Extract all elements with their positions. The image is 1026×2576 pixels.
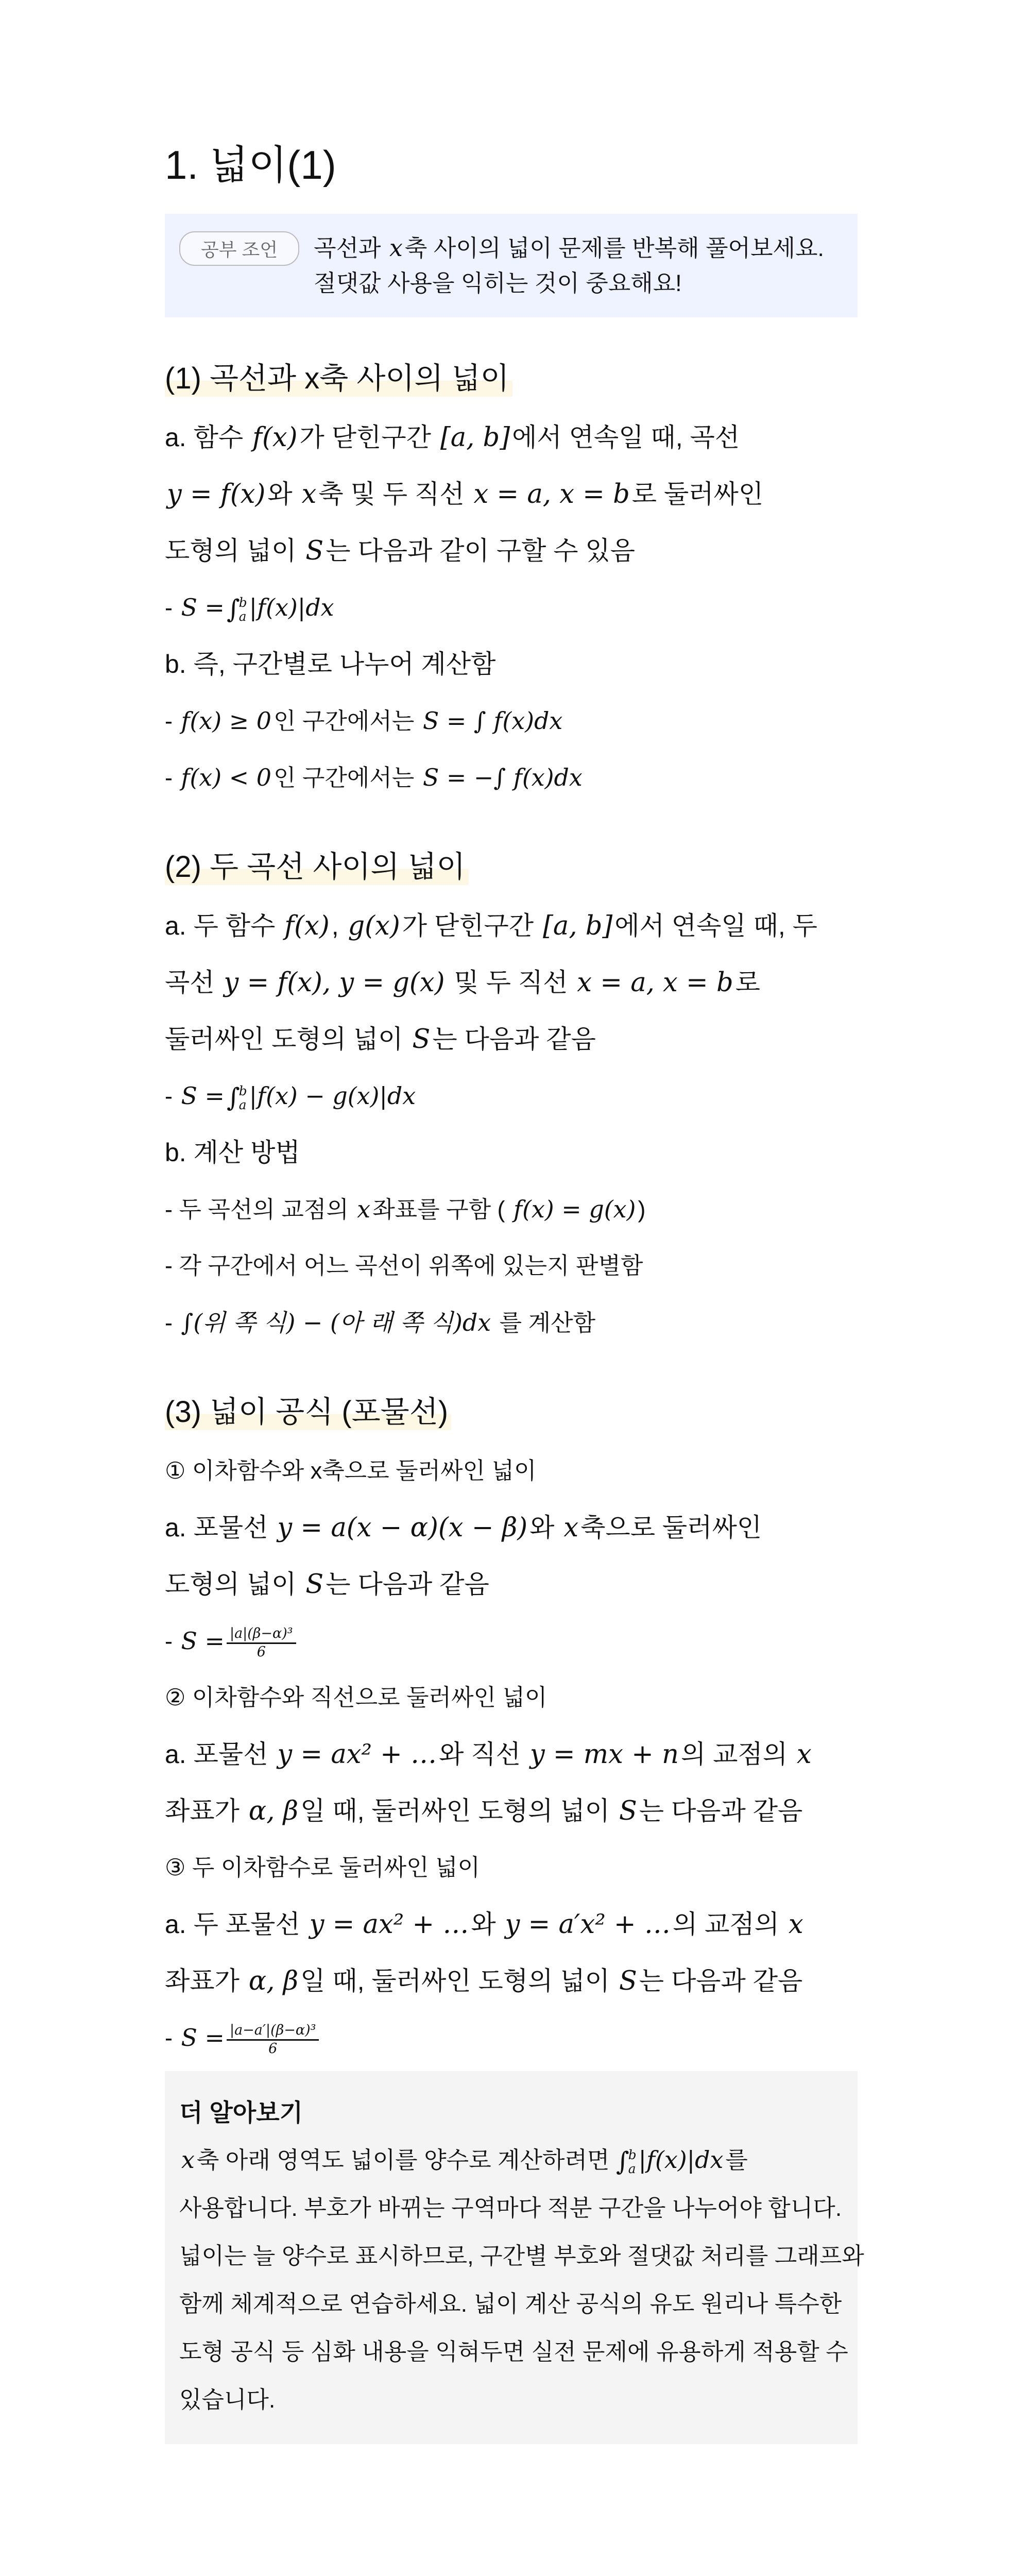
text-segment: 축 및 두 직선 xyxy=(318,480,472,509)
content-line xyxy=(165,1499,858,1556)
learn-more-line xyxy=(179,2136,843,2184)
numerator: |a|(β−α)³ xyxy=(227,1625,296,1643)
text-segment: 는 다음과 같음 xyxy=(326,1570,489,1599)
math-expression: x xyxy=(563,1513,579,1543)
text-segment: 도형의 넓이 xyxy=(165,1570,304,1599)
text-segment: 좌표가 xyxy=(165,1797,247,1825)
text-segment: 둘러싸인 도형의 넓이 xyxy=(165,1025,411,1054)
integral-limits xyxy=(239,596,247,623)
math-expression: x xyxy=(796,1739,812,1770)
lower-limit: a xyxy=(628,2161,636,2177)
math-expression: x xyxy=(181,2146,195,2174)
math-expression: α, β xyxy=(248,1796,299,1826)
text-segment: 넓이는 늘 양수로 표시하므로, 구간별 부호와 절댓값 처리를 그래프와 xyxy=(179,2243,864,2269)
integral-limits xyxy=(239,1084,247,1112)
text-segment: 에서 연속일 때, 두 xyxy=(614,911,817,940)
content-line xyxy=(165,1294,858,1351)
math-expression: S = xyxy=(181,1082,225,1110)
content-line xyxy=(165,1238,858,1294)
study-tip-box xyxy=(165,214,858,317)
page-content xyxy=(165,0,864,2516)
learn-more-line xyxy=(179,2232,864,2280)
text-segment: ) xyxy=(638,1196,646,1223)
study-tip-text xyxy=(314,230,824,301)
math-expression: x = a, x = b xyxy=(473,479,630,510)
content-line xyxy=(165,579,858,636)
text-segment: 축으로 둘러싸인 xyxy=(580,1513,762,1542)
content-line xyxy=(165,466,858,522)
text-segment: 의 교점의 xyxy=(680,1740,795,1769)
content-line xyxy=(165,1726,858,1783)
text-segment: - xyxy=(165,1628,179,1654)
math-expression: f(x) xyxy=(252,422,298,453)
section-heading: (2) 두 곡선 사이의 넓이 xyxy=(165,849,469,885)
text-segment: - xyxy=(165,595,179,621)
integral-symbol xyxy=(616,2148,637,2176)
tip-line xyxy=(314,266,824,301)
content-line xyxy=(165,1896,858,1953)
text-segment: 를 xyxy=(725,2147,748,2173)
upper-limit: b xyxy=(238,1083,247,1098)
learn-more-line xyxy=(179,2376,843,2424)
math-expression: S = xyxy=(181,594,225,621)
content-line xyxy=(165,1181,858,1238)
content-line xyxy=(165,1011,858,1067)
content-line xyxy=(165,1839,858,1896)
text-segment: 도형 공식 등 심화 내용을 익혀두면 실전 문제에 유용하게 적용할 수 xyxy=(179,2338,848,2365)
learn-more-line xyxy=(179,2184,843,2232)
math-expression: y = ax² + … xyxy=(277,1739,437,1770)
math-expression: f(x) xyxy=(284,911,330,941)
section xyxy=(165,317,858,806)
tip-line xyxy=(314,230,824,266)
content-line xyxy=(165,1124,858,1181)
section-heading: (1) 곡선과 x축 사이의 넓이 xyxy=(165,361,512,397)
denominator: 6 xyxy=(256,1643,266,1660)
text-segment: 는 다음과 같이 구할 수 있음 xyxy=(326,536,636,565)
math-expression: f(x) = g(x) xyxy=(514,1195,636,1223)
text-segment: 좌표를 구함 ( xyxy=(372,1196,512,1223)
content-line xyxy=(165,1443,858,1499)
text-segment: a. 포물선 xyxy=(165,1513,276,1542)
text-segment: 일 때, 둘러싸인 도형의 넓이 xyxy=(300,1967,617,1995)
math-expression: S xyxy=(305,1569,324,1600)
math-expression: S = xyxy=(181,1627,225,1655)
math-expression: x xyxy=(788,1909,803,1940)
text-segment: b. 계산 방법 xyxy=(165,1138,300,1167)
text-segment: - xyxy=(165,1310,179,1336)
math-expression: [a, b] xyxy=(543,911,613,941)
math-expression: S xyxy=(619,1796,637,1826)
math-expression: S = xyxy=(181,2024,225,2052)
math-expression: S = −∫ f(x)dx xyxy=(422,764,583,791)
math-expression: ∫(위 쪽 식) − (아 래 쪽 식)dx xyxy=(181,1309,491,1336)
text-segment: 가 닫힌구간 xyxy=(299,423,438,452)
content-line xyxy=(165,1669,858,1726)
content-line xyxy=(165,1783,858,1839)
content-line xyxy=(165,954,858,1011)
content-line xyxy=(165,1953,858,2009)
text-segment: a. 함수 xyxy=(165,423,251,452)
learn-more-box xyxy=(165,2071,864,2444)
section xyxy=(165,806,858,1351)
math-expression: y = f(x) xyxy=(167,479,266,510)
content-line xyxy=(165,897,858,954)
integral-sign: ∫ xyxy=(226,1082,240,1113)
text-segment: 축 사이의 넓이 문제를 반복해 풀어보세요. xyxy=(404,235,824,261)
section-heading: (3) 넓이 공식 (포물선) xyxy=(165,1394,451,1430)
upper-limit: b xyxy=(628,2147,637,2162)
text-segment: ② 이차함수와 직선으로 둘러싸인 넓이 xyxy=(165,1684,548,1710)
math-expression: y = f(x), y = g(x) xyxy=(224,968,445,998)
fraction xyxy=(227,1625,296,1660)
text-segment: , xyxy=(331,911,346,940)
content-line xyxy=(165,522,858,579)
math-expression: |f(x) − g(x)|dx xyxy=(249,1082,416,1110)
sections xyxy=(165,317,858,2066)
text-segment: 로 xyxy=(735,968,760,997)
text-segment: 와 직선 xyxy=(439,1740,528,1769)
text-segment: 사용합니다. 부호가 바뀌는 구역마다 적분 구간을 나누어야 합니다. xyxy=(179,2195,842,2221)
text-segment: ③ 두 이차함수로 둘러싸인 넓이 xyxy=(165,1854,480,1880)
text-segment: 는 다음과 같음 xyxy=(639,1797,803,1825)
math-expression: g(x) xyxy=(348,911,400,941)
learn-more-title: 더 알아보기 xyxy=(179,2099,303,2126)
content-line xyxy=(165,749,858,806)
text-segment: 있습니다. xyxy=(179,2386,276,2413)
learn-more-line xyxy=(179,2280,843,2328)
text-segment: 와 xyxy=(471,1910,503,1939)
upper-limit: b xyxy=(238,595,247,610)
text-segment: 일 때, 둘러싸인 도형의 넓이 xyxy=(300,1797,617,1825)
math-expression: f(x) < 0 xyxy=(181,764,271,791)
learn-more-text xyxy=(179,2136,864,2424)
study-tip-badge: 공부 조언 xyxy=(179,231,299,266)
text-segment: a. 두 포물선 xyxy=(165,1910,307,1939)
content-line xyxy=(165,1556,858,1613)
text-segment: a. 두 함수 xyxy=(165,911,283,940)
math-expression: y = a(x − α)(x − β) xyxy=(277,1513,528,1543)
text-segment: 인 구간에서는 xyxy=(273,708,421,734)
fraction xyxy=(227,2022,319,2057)
text-segment: - xyxy=(165,765,179,791)
text-segment: 곡선 xyxy=(165,968,222,997)
text-segment: 로 둘러싸인 xyxy=(631,480,764,509)
learn-more-line xyxy=(179,2328,848,2376)
math-expression: y = a′x² + … xyxy=(505,1909,671,1940)
math-expression: S xyxy=(305,536,324,566)
section xyxy=(165,1351,858,2066)
content-line xyxy=(165,1067,858,1124)
text-segment: - xyxy=(165,1083,179,1109)
integral-symbol xyxy=(227,1084,247,1112)
text-segment: 인 구간에서는 xyxy=(273,765,421,791)
text-segment: 는 다음과 같음 xyxy=(432,1025,596,1054)
math-expression: y = ax² + … xyxy=(309,1909,469,1940)
text-segment: 와 xyxy=(267,480,300,509)
lower-limit: a xyxy=(238,1097,247,1113)
math-expression: x xyxy=(301,479,317,510)
lower-limit: a xyxy=(238,609,247,624)
text-segment: 좌표가 xyxy=(165,1967,247,1995)
math-expression: f(x) ≥ 0 xyxy=(181,707,271,735)
text-segment: 및 두 직선 xyxy=(447,968,575,997)
integral-sign: ∫ xyxy=(226,594,240,624)
text-segment: ① 이차함수와 x축으로 둘러싸인 넓이 xyxy=(165,1458,537,1484)
text-segment: - xyxy=(165,2025,179,2051)
text-segment: 는 다음과 같음 xyxy=(639,1967,803,1995)
math-expression: [a, b] xyxy=(440,422,510,453)
content-line xyxy=(165,409,858,466)
integral-symbol xyxy=(227,596,247,623)
text-segment: 절댓값 사용을 익히는 것이 중요해요! xyxy=(314,270,682,296)
text-segment: a. 포물선 xyxy=(165,1740,276,1769)
text-segment: 곡선과 xyxy=(314,235,388,261)
content-line xyxy=(165,692,858,749)
text-segment: 를 계산함 xyxy=(493,1310,596,1336)
content-line xyxy=(165,636,858,692)
text-segment: - 각 구간에서 어느 곡선이 위쪽에 있는지 판별함 xyxy=(165,1252,643,1279)
page-title: 1. 넓이(1) xyxy=(165,142,336,188)
math-expression: α, β xyxy=(248,1966,299,1996)
math-expression: S xyxy=(619,1966,637,1996)
text-segment: - xyxy=(165,708,179,734)
text-segment: 축 아래 영역도 넓이를 양수로 계산하려면 xyxy=(196,2147,616,2173)
math-expression: |f(x)|dx xyxy=(638,2146,724,2174)
math-expression: x xyxy=(389,234,403,262)
text-segment: 와 xyxy=(529,1513,562,1542)
text-segment: 의 교점의 xyxy=(672,1910,786,1939)
math-expression: S = ∫ f(x)dx xyxy=(422,707,563,735)
text-segment: b. 즉, 구간별로 나누어 계산함 xyxy=(165,650,496,679)
math-expression: |f(x)|dx xyxy=(249,594,334,621)
text-segment: 에서 연속일 때, 곡선 xyxy=(512,423,740,452)
text-segment: 도형의 넓이 xyxy=(165,536,304,565)
text-segment: - 두 곡선의 교점의 xyxy=(165,1196,355,1223)
math-expression: x xyxy=(357,1195,371,1223)
integral-limits xyxy=(628,2148,637,2176)
math-expression: x = a, x = b xyxy=(577,968,733,998)
integral-sign: ∫ xyxy=(615,2146,629,2177)
content-line xyxy=(165,2009,858,2066)
text-segment: 가 닫힌구간 xyxy=(402,911,541,940)
math-expression: y = mx + n xyxy=(529,1739,679,1770)
denominator: 6 xyxy=(268,2040,278,2057)
math-expression: S xyxy=(412,1024,431,1055)
content-line xyxy=(165,1613,858,1669)
text-segment: 함께 체계적으로 연습하세요. 넓이 계산 공식의 유도 원리나 특수한 xyxy=(179,2291,842,2317)
numerator: |a−a′|(β−α)³ xyxy=(227,2022,319,2040)
